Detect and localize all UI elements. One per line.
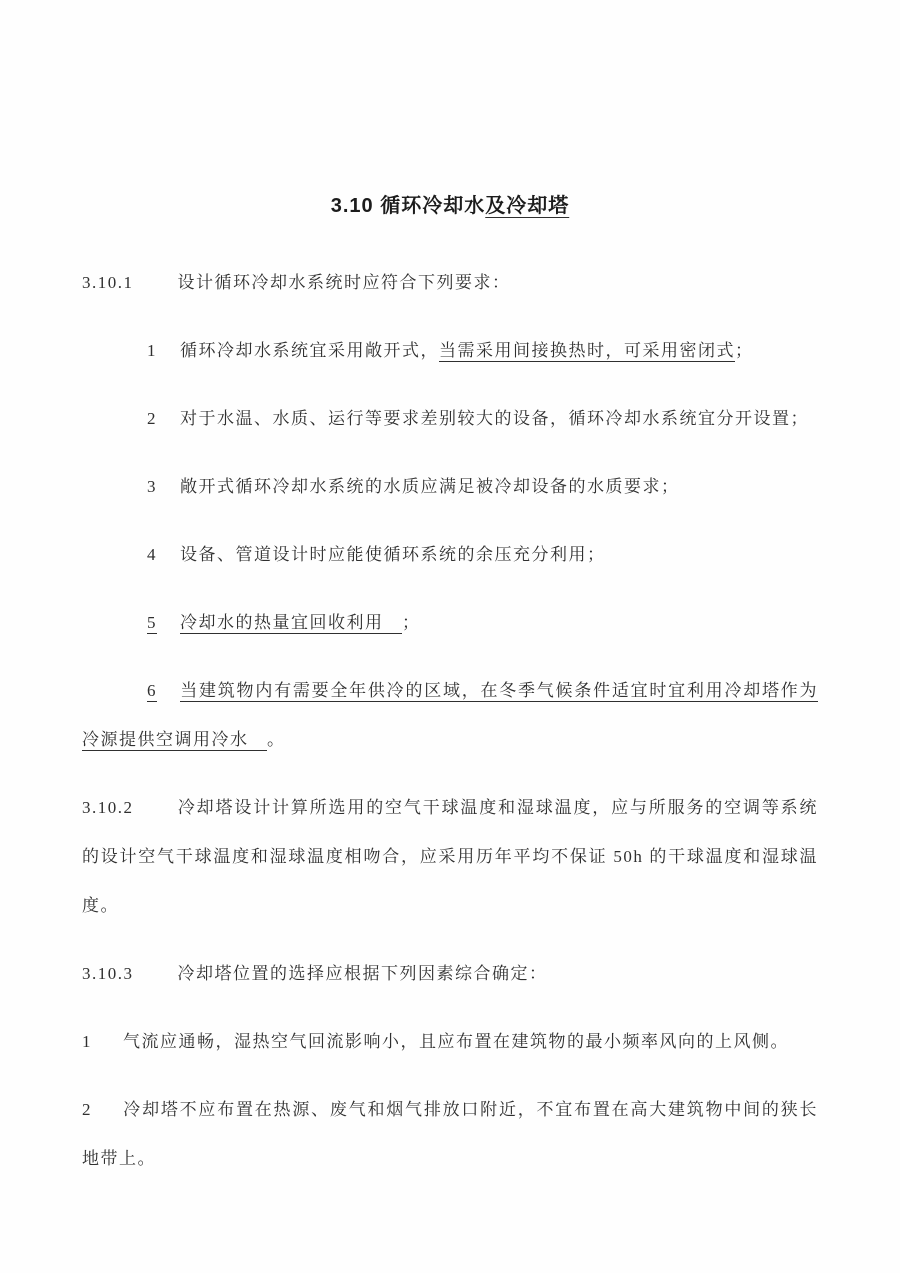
doc-body [82, 258, 818, 1183]
paragraph-text: 设备、管道设计时应能使循环系统的余压充分利用； [180, 545, 606, 564]
clause-3-10-1-item-5 [82, 598, 818, 647]
title-underlined-text: 及冷却塔 [485, 195, 570, 217]
paragraph-text: 气流应通畅，湿热空气回流影响小，且应布置在建筑物的最小频率风向的上风侧。 [123, 1032, 789, 1051]
clause-3-10-1-item-2 [82, 394, 818, 443]
title-text: 3.10 循环冷却水 [330, 195, 486, 217]
clause-number: 2 [147, 409, 157, 428]
underlined-text: 当需采用间接换热时，可采用密闭式 [439, 341, 735, 360]
clause-number: 1 [147, 341, 157, 360]
page-title [82, 190, 818, 222]
clause-number: 3.10.1 [82, 273, 134, 292]
clause-3-10-1-item-6 [82, 666, 818, 764]
paragraph-text: ； [735, 341, 754, 360]
paragraph-text: 敞开式循环冷却水系统的水质应满足被冷却设备的水质要求； [180, 477, 680, 496]
clause-number: 1 [82, 1032, 92, 1051]
clause-number: 3 [147, 477, 157, 496]
clause-number: 3.10.2 [82, 798, 134, 817]
clause-number: 4 [147, 545, 157, 564]
clause-number: 5 [147, 613, 157, 632]
clause-3-10-1-item-4 [82, 530, 818, 579]
paragraph-text: 。 [267, 730, 286, 749]
clause-3-10-3 [82, 949, 818, 998]
clause-3-10-3-item-1 [82, 1017, 818, 1066]
paragraph-text: ； [402, 613, 421, 632]
paragraph-text: 冷却塔位置的选择应根据下列因素综合确定： [177, 964, 548, 983]
clause-3-10-1-item-1 [82, 326, 818, 375]
clause-3-10-3-item-2 [82, 1085, 818, 1183]
clause-3-10-1 [82, 258, 818, 307]
clause-number: 3.10.3 [82, 964, 134, 983]
paragraph-text: 冷却塔不应布置在热源、废气和烟气排放口附近，不宜布置在高大建筑物中间的狭长地带上。 [82, 1100, 818, 1168]
clause-3-10-1-item-3 [82, 462, 818, 511]
paragraph-text: 冷却塔设计计算所选用的空气干球温度和湿球温度，应与所服务的空调等系统的设计空气干球温度和湿球温度相吻合，应采用历年平均不保证 50h 的干球温度和湿球温度。 [82, 798, 818, 915]
clause-3-10-2 [82, 783, 818, 930]
paragraph-text: 循环冷却水系统宜采用敞开式， [180, 341, 439, 360]
paragraph-text: 对于水温、水质、运行等要求差别较大的设备，循环冷却水系统宜分开设置； [180, 409, 809, 428]
underlined-text: 当建筑物内有需要全年供冷的区域，在冬季气候条件适宜时宜利用冷却塔作为冷源提供空调用冷水 [82, 681, 818, 749]
underlined-text: 冷却水的热量宜回收利用 [180, 613, 402, 632]
clause-number: 2 [82, 1100, 92, 1119]
paragraph-text: 设计循环冷却水系统时应符合下列要求： [177, 273, 511, 292]
clause-number: 6 [147, 681, 157, 700]
